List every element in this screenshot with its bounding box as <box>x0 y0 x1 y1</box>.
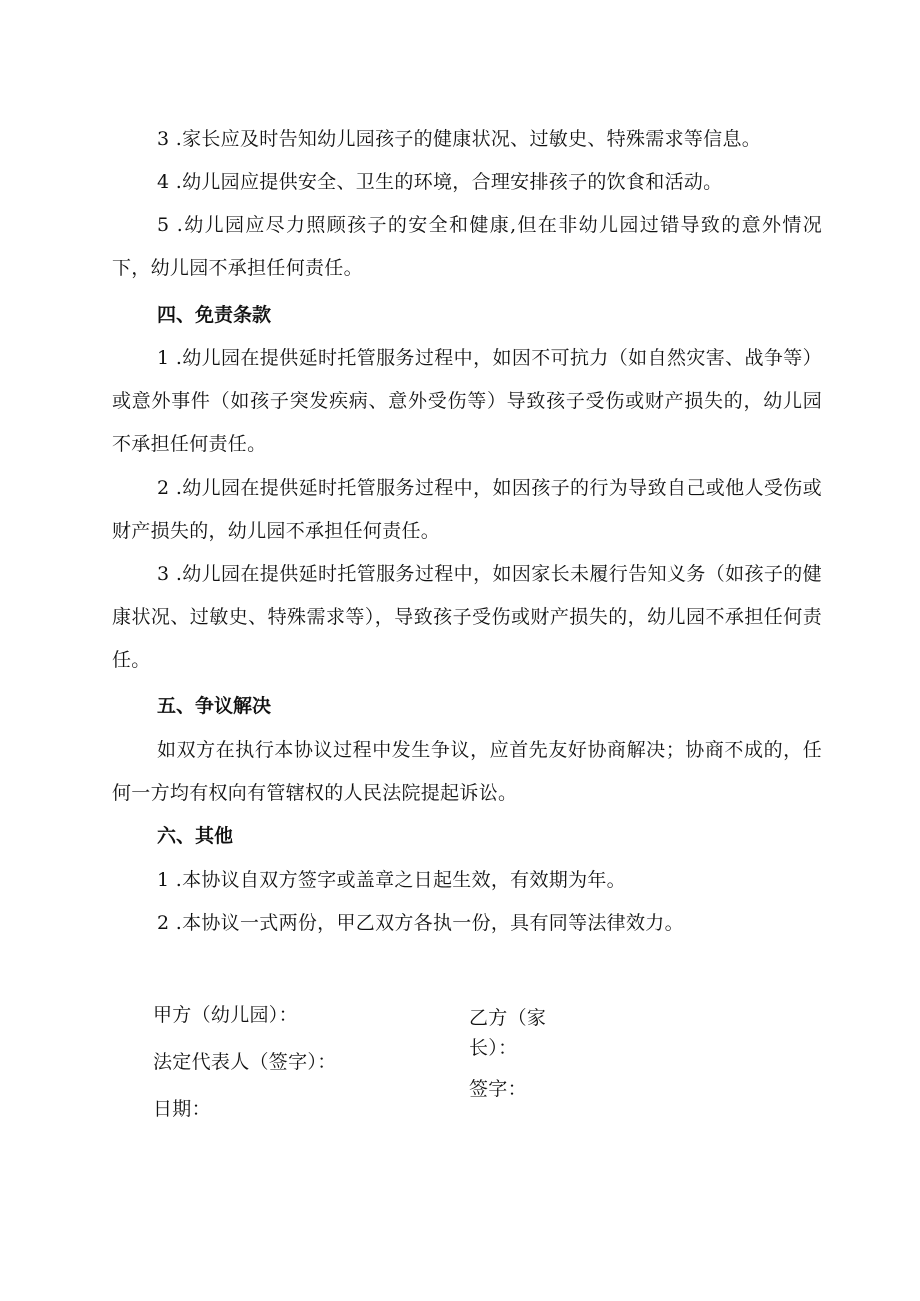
section-6-heading: 六、其他 <box>157 825 234 847</box>
paragraph-4-1: 1 .幼儿园在提供延时托管服务过程中，如因不可抗力（如自然灾害、战争等）或意外事件（如孩子突发疾病、意外受伤等）导致孩子受伤或财产损失的，幼儿园不承担任何责任。 <box>112 347 822 455</box>
paragraph-3-3: 3 .家长应及时告知幼儿园孩子的健康状况、过敏史、特殊需求等信息。 <box>157 128 762 150</box>
legal-representative-label: 法定代表人（签字）： <box>153 1051 337 1073</box>
paragraph-6-1: 1 .本协议自双方签字或盖章之日起生效，有效期为年。 <box>157 869 626 891</box>
paragraph-6-2: 2 .本协议一式两份，甲乙双方各执一份，具有同等法律效力。 <box>157 912 684 934</box>
signature-label: 签字： <box>469 1078 527 1100</box>
section-5-heading: 五、争议解决 <box>157 695 272 717</box>
paragraph-4-2: 2 .幼儿园在提供延时托管服务过程中，如因孩子的行为导致自己或他人受伤或财产损失的，幼儿园不承担任何责任。 <box>112 477 822 542</box>
paragraph-3-4: 4 .幼儿园应提供安全、卫生的环境，合理安排孩子的饮食和活动。 <box>157 171 723 193</box>
party-a-label: 甲方（幼儿园）： <box>153 1004 298 1026</box>
paragraph-4-3: 3 .幼儿园在提供延时托管服务过程中，如因家长未履行告知义务（如孩子的健康状况、过敏史、特殊需求等），导致孩子受伤或财产损失的，幼儿园不承担任何责任。 <box>112 563 822 671</box>
section-4-heading: 四、免责条款 <box>157 304 272 326</box>
paragraph-5: 如双方在执行本协议过程中发生争议，应首先友好协商解决；协商不成的，任何一方均有权向有管辖权的人民法院提起诉讼。 <box>112 739 822 804</box>
party-b-label: 乙方（家长）： <box>469 1007 547 1059</box>
date-label: 日期： <box>153 1098 211 1120</box>
paragraph-3-5: 5 .幼儿园应尽力照顾孩子的安全和健康,但在非幼儿园过错导致的意外情况下，幼儿园不承担任何责任。 <box>112 214 822 279</box>
